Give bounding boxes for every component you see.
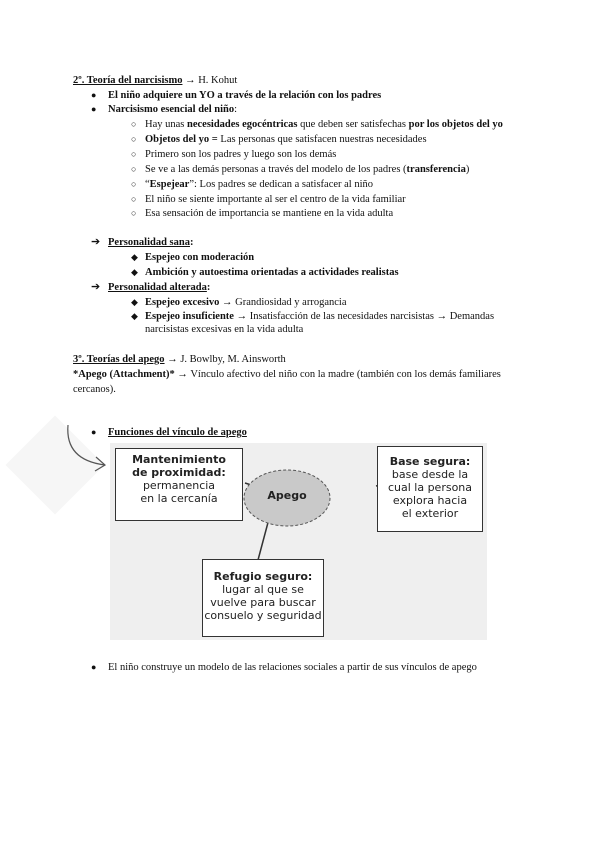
diamond-bullet-icon: ◆ [131, 297, 138, 307]
arrow-bullet-icon: ➔ [91, 236, 101, 248]
list-item: Personalidad sana: [108, 237, 194, 248]
bullet-icon: ● [91, 104, 97, 114]
circle-bullet-icon: ○ [131, 119, 137, 129]
list-item-continuation: narcisistas excesivas en la vida adulta [145, 324, 304, 335]
bullet-icon: ● [91, 662, 97, 672]
list-item: Narcisismo esencial del niño: [108, 104, 238, 115]
list-item: Esa sensación de importancia se mantiene en la vida adulta [145, 208, 394, 219]
definition: *Apego (Attachment)* → Vínculo afectivo del niño con la madre (también con los demás familiares [73, 369, 501, 380]
list-item: Funciones del vínculo de apego [108, 427, 247, 438]
diamond-bullet-icon: ◆ [131, 267, 138, 277]
arrow-bullet-icon: ➔ [91, 281, 101, 293]
list-item: El niño construye un modelo de las relaciones sociales a partir de sus vínculos de apego [108, 662, 477, 673]
definition-continuation: cercanos). [73, 384, 116, 395]
section-3-heading: 3º. Teorías del apego → J. Bowlby, M. Ainsworth [73, 354, 286, 365]
section-2-heading: 2º. Teoría del narcisismo → H. Kohut [73, 75, 238, 86]
list-item: Hay unas necesidades egocéntricas que deben ser satisfechas por los objetos del yo [145, 119, 503, 130]
diamond-bullet-icon: ◆ [131, 252, 138, 262]
box-safe-haven: Refugio seguro: lugar al que se vuelve para buscar consuelo y seguridad [202, 559, 324, 637]
center-label: Apego [267, 489, 307, 502]
circle-bullet-icon: ○ [131, 208, 137, 218]
list-item: Primero son los padres y luego son los demás [145, 149, 337, 160]
list-item: Personalidad alterada: [108, 282, 211, 293]
circle-bullet-icon: ○ [131, 134, 137, 144]
circle-bullet-icon: ○ [131, 179, 137, 189]
list-item: Espejeo insuficiente → Insatisfacción de las necesidades narcisistas → Demandas [145, 311, 495, 322]
list-item: El niño se siente importante al ser el centro de la vida familiar [145, 194, 406, 205]
list-item: Se ve a las demás personas a través del modelo de los padres (transferencia) [145, 164, 470, 175]
box-proximity: Mantenimiento de proximidad: permanencia en la cercanía [115, 448, 243, 521]
list-item: Espejeo con moderación [145, 252, 255, 263]
bullet-icon: ● [91, 427, 97, 437]
list-item: Espejeo excesivo → Grandiosidad y arrogancia [145, 297, 347, 308]
box-secure-base: Base segura: base desde la cual la persona explora hacia el exterior [377, 446, 483, 532]
attachment-diagram [110, 443, 487, 640]
list-item: Objetos del yo = Las personas que satisfacen nuestras necesidades [145, 134, 427, 145]
circle-bullet-icon: ○ [131, 149, 137, 159]
circle-bullet-icon: ○ [131, 194, 137, 204]
list-item: “Espejear”: Los padres se dedican a satisfacer al niño [145, 179, 374, 190]
list-item: Ambición y autoestima orientadas a actividades realistas [145, 267, 399, 278]
bullet-icon: ● [91, 90, 97, 100]
diamond-bullet-icon: ◆ [131, 311, 138, 321]
circle-bullet-icon: ○ [131, 164, 137, 174]
list-item: El niño adquiere un YO a través de la relación con los padres [108, 90, 382, 101]
